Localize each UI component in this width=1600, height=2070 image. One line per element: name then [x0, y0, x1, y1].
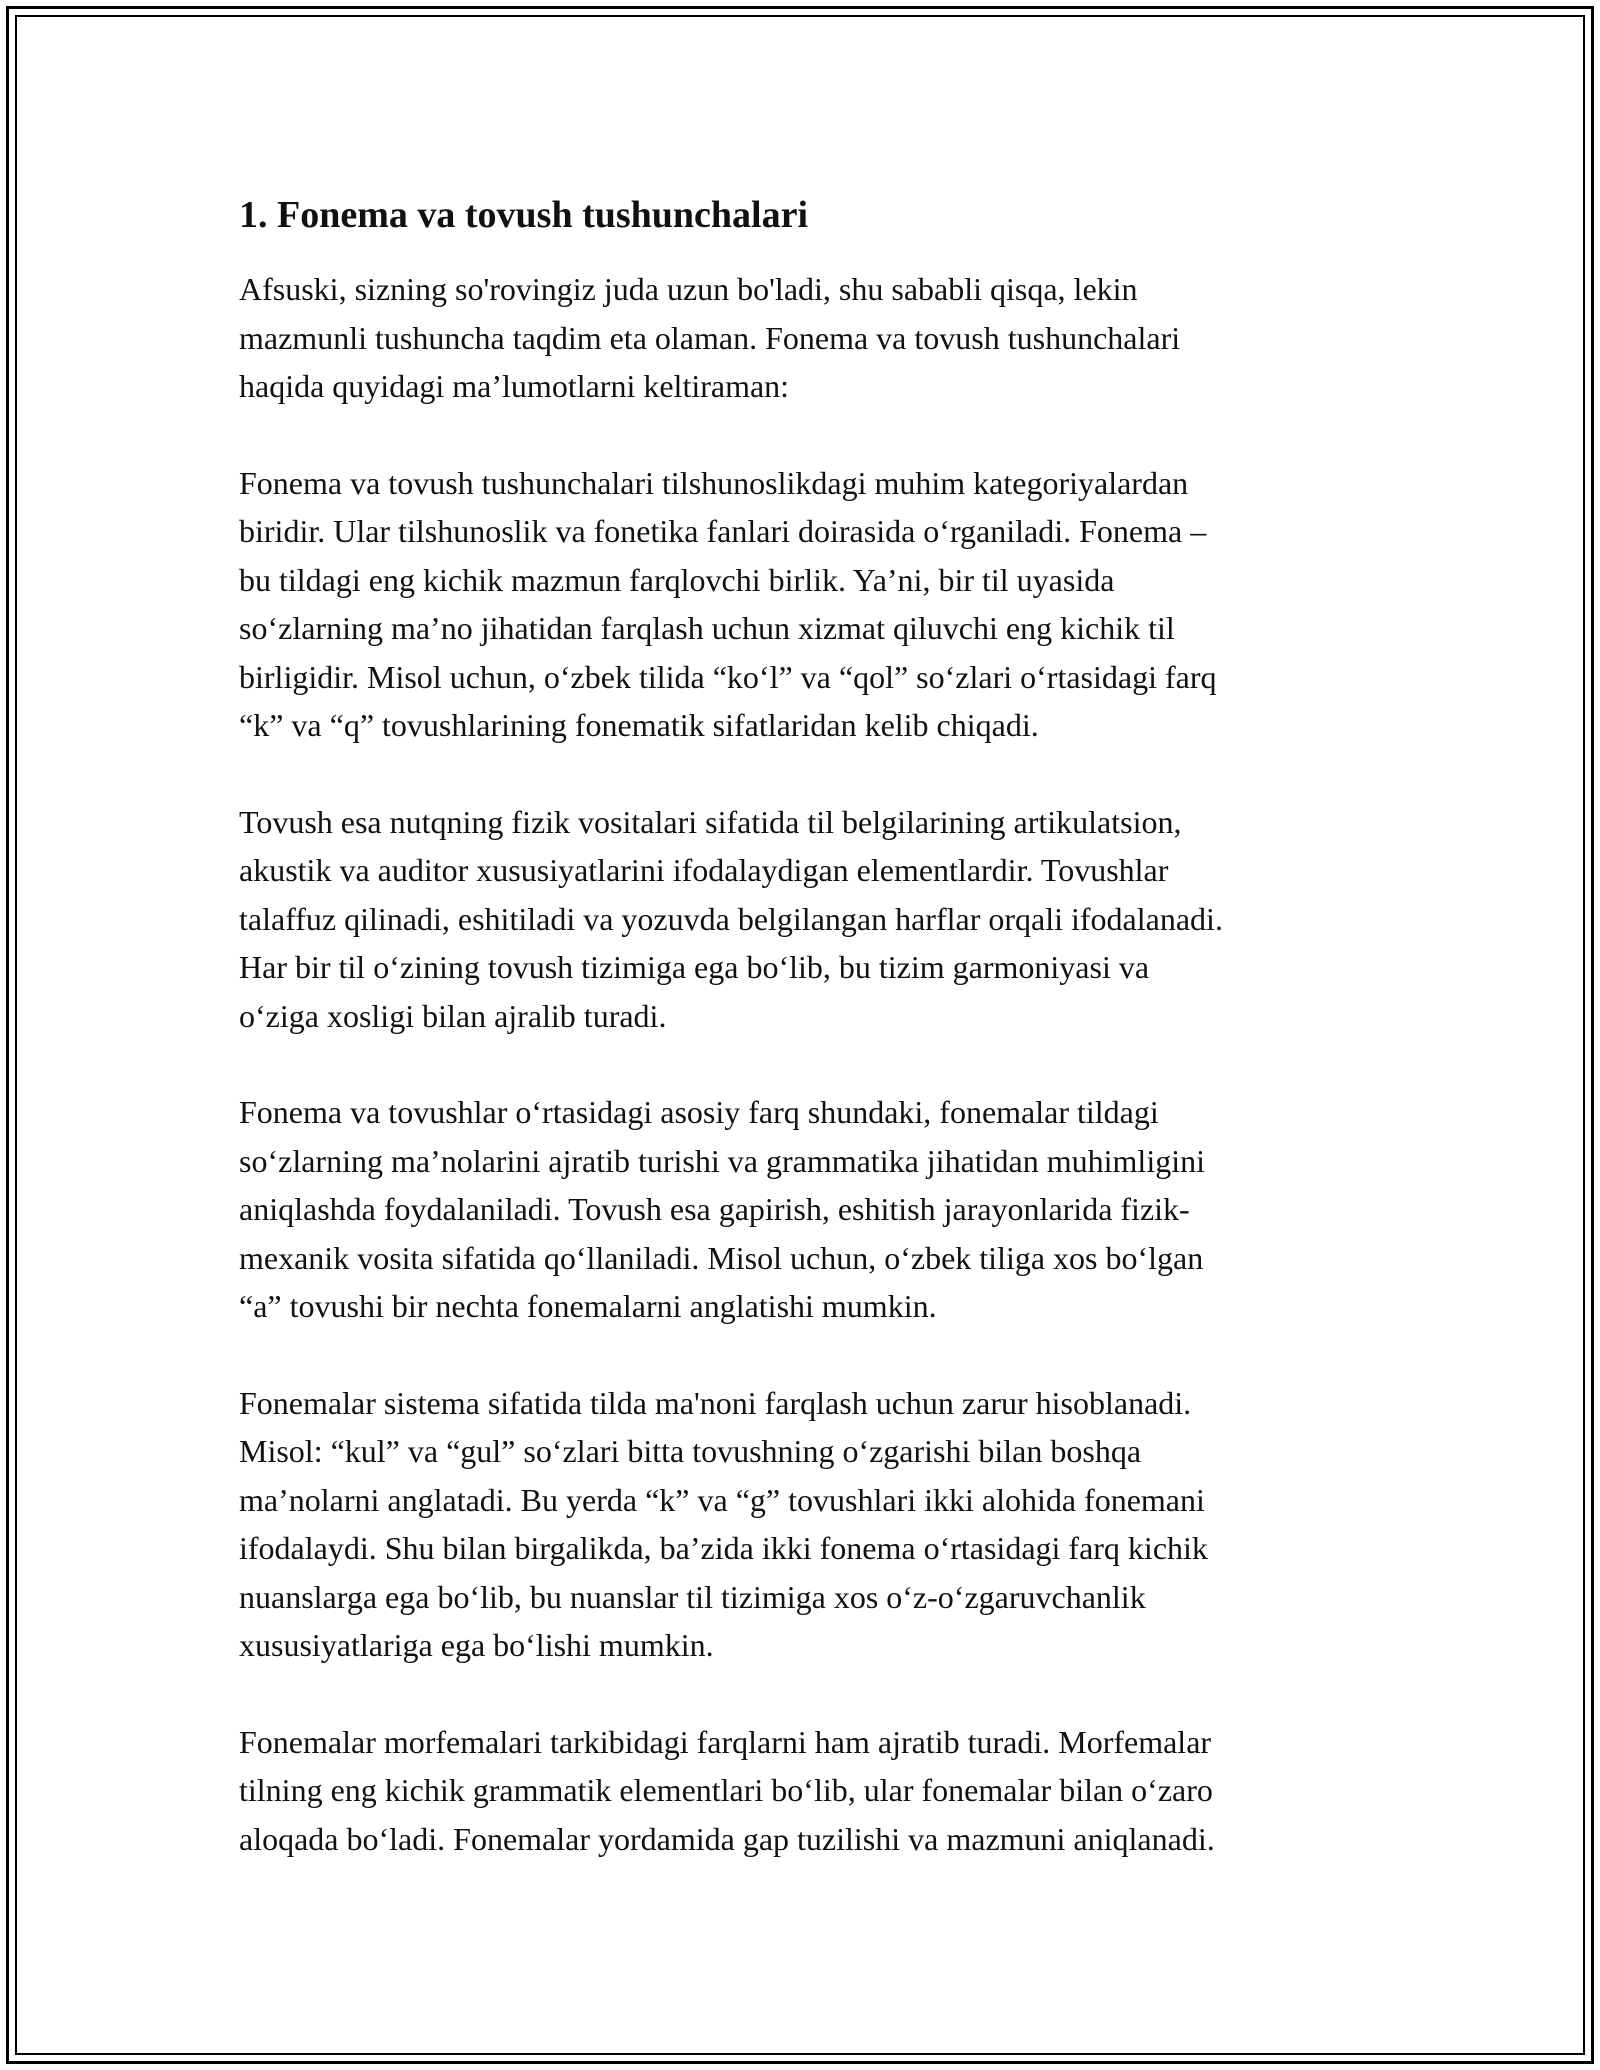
document-body	[239, 191, 1389, 1911]
paragraph-fonema-system: Fonemalar sistema sifatida tilda ma'noni farqlash uchun zarur hisoblanadi. Misol: “kul” va “gul” soʻzlari bitta tovushning oʻzgarishi bilan boshqa ma’nolarni anglatadi. Bu yerda “k” va “g” tovushlari ikki alohida fonemani ifodalaydi. Shu bilan birgalikda, ba’zida ikki fonema oʻrtasidagi farq kichik nuanslarga ega boʻlib, bu nuanslar til tizimiga xos oʻz-oʻzgaruvchanlik xususiyatlariga ega boʻlishi mumkin.	[239, 1384, 1208, 1663]
paragraph-morfema: Fonemalar morfemalari tarkibidagi farqlarni ham ajratib turadi. Morfemalar tilning eng kichik grammatik elementlari boʻlib, ular fonemalar bilan oʻzaro aloqada boʻladi. Fonemalar yordamida gap tuzilishi va mazmuni aniqlanadi.	[239, 1723, 1215, 1857]
page-frame-outer	[6, 6, 1594, 2064]
paragraph-intro: Afsuski, sizning so'rovingiz juda uzun bo'ladi, shu sababli qisqa, lekin mazmunli tushuncha taqdim eta olaman. Fonema va tovush tushunchalari haqida quyidagi ma’lumotlarni keltiraman:	[239, 271, 1181, 404]
section-heading: 1. Fonema va tovush tushunchalari	[239, 194, 809, 236]
paragraph-fonema-definition: Fonema va tovush tushunchalari tilshunoslikdagi muhim kategoriyalardan biridir. Ular tilshunoslik va fonetika fanlari doirasida oʻrganiladi. Fonema – bu tildagi eng kichik mazmun farqlovchi birlik. Ya’ni, bir til uyasida soʻzlarning ma’no jihatidan farqlash uchun xizmat qiluvchi eng kichik til birligidir. Misol uchun, oʻzbek tilida “koʻl” va “qol” soʻzlari oʻrtasidagi farq “k” va “q” tovushlarining fonematik sifatlaridan kelib chiqadi.	[239, 464, 1217, 743]
paragraph-tovush-definition: Tovush esa nutqning fizik vositalari sifatida til belgilarining artikulatsion, akustik va auditor xususiyatlarini ifodalaydigan elementlardir. Tovushlar talaffuz qilinadi, eshitiladi va yozuvda belgilangan harflar orqali ifodalanadi. Har bir til oʻzining tovush tizimiga ega boʻlib, bu tizim garmoniyasi va oʻziga xosligi bilan ajralib turadi.	[239, 803, 1223, 1034]
paragraph-difference: Fonema va tovushlar oʻrtasidagi asosiy farq shundaki, fonemalar tildagi soʻzlarning ma’nolarini ajratib turishi va grammatika jihatidan muhimligini aniqlashda foydalaniladi. Tovush esa gapirish, eshitish jarayonlarida fizik- mexanik vosita sifatida qoʻllaniladi. Misol uchun, oʻzbek tiliga xos boʻlgan “a” tovushi bir nechta fonemalarni anglatishi mumkin.	[239, 1094, 1205, 1324]
